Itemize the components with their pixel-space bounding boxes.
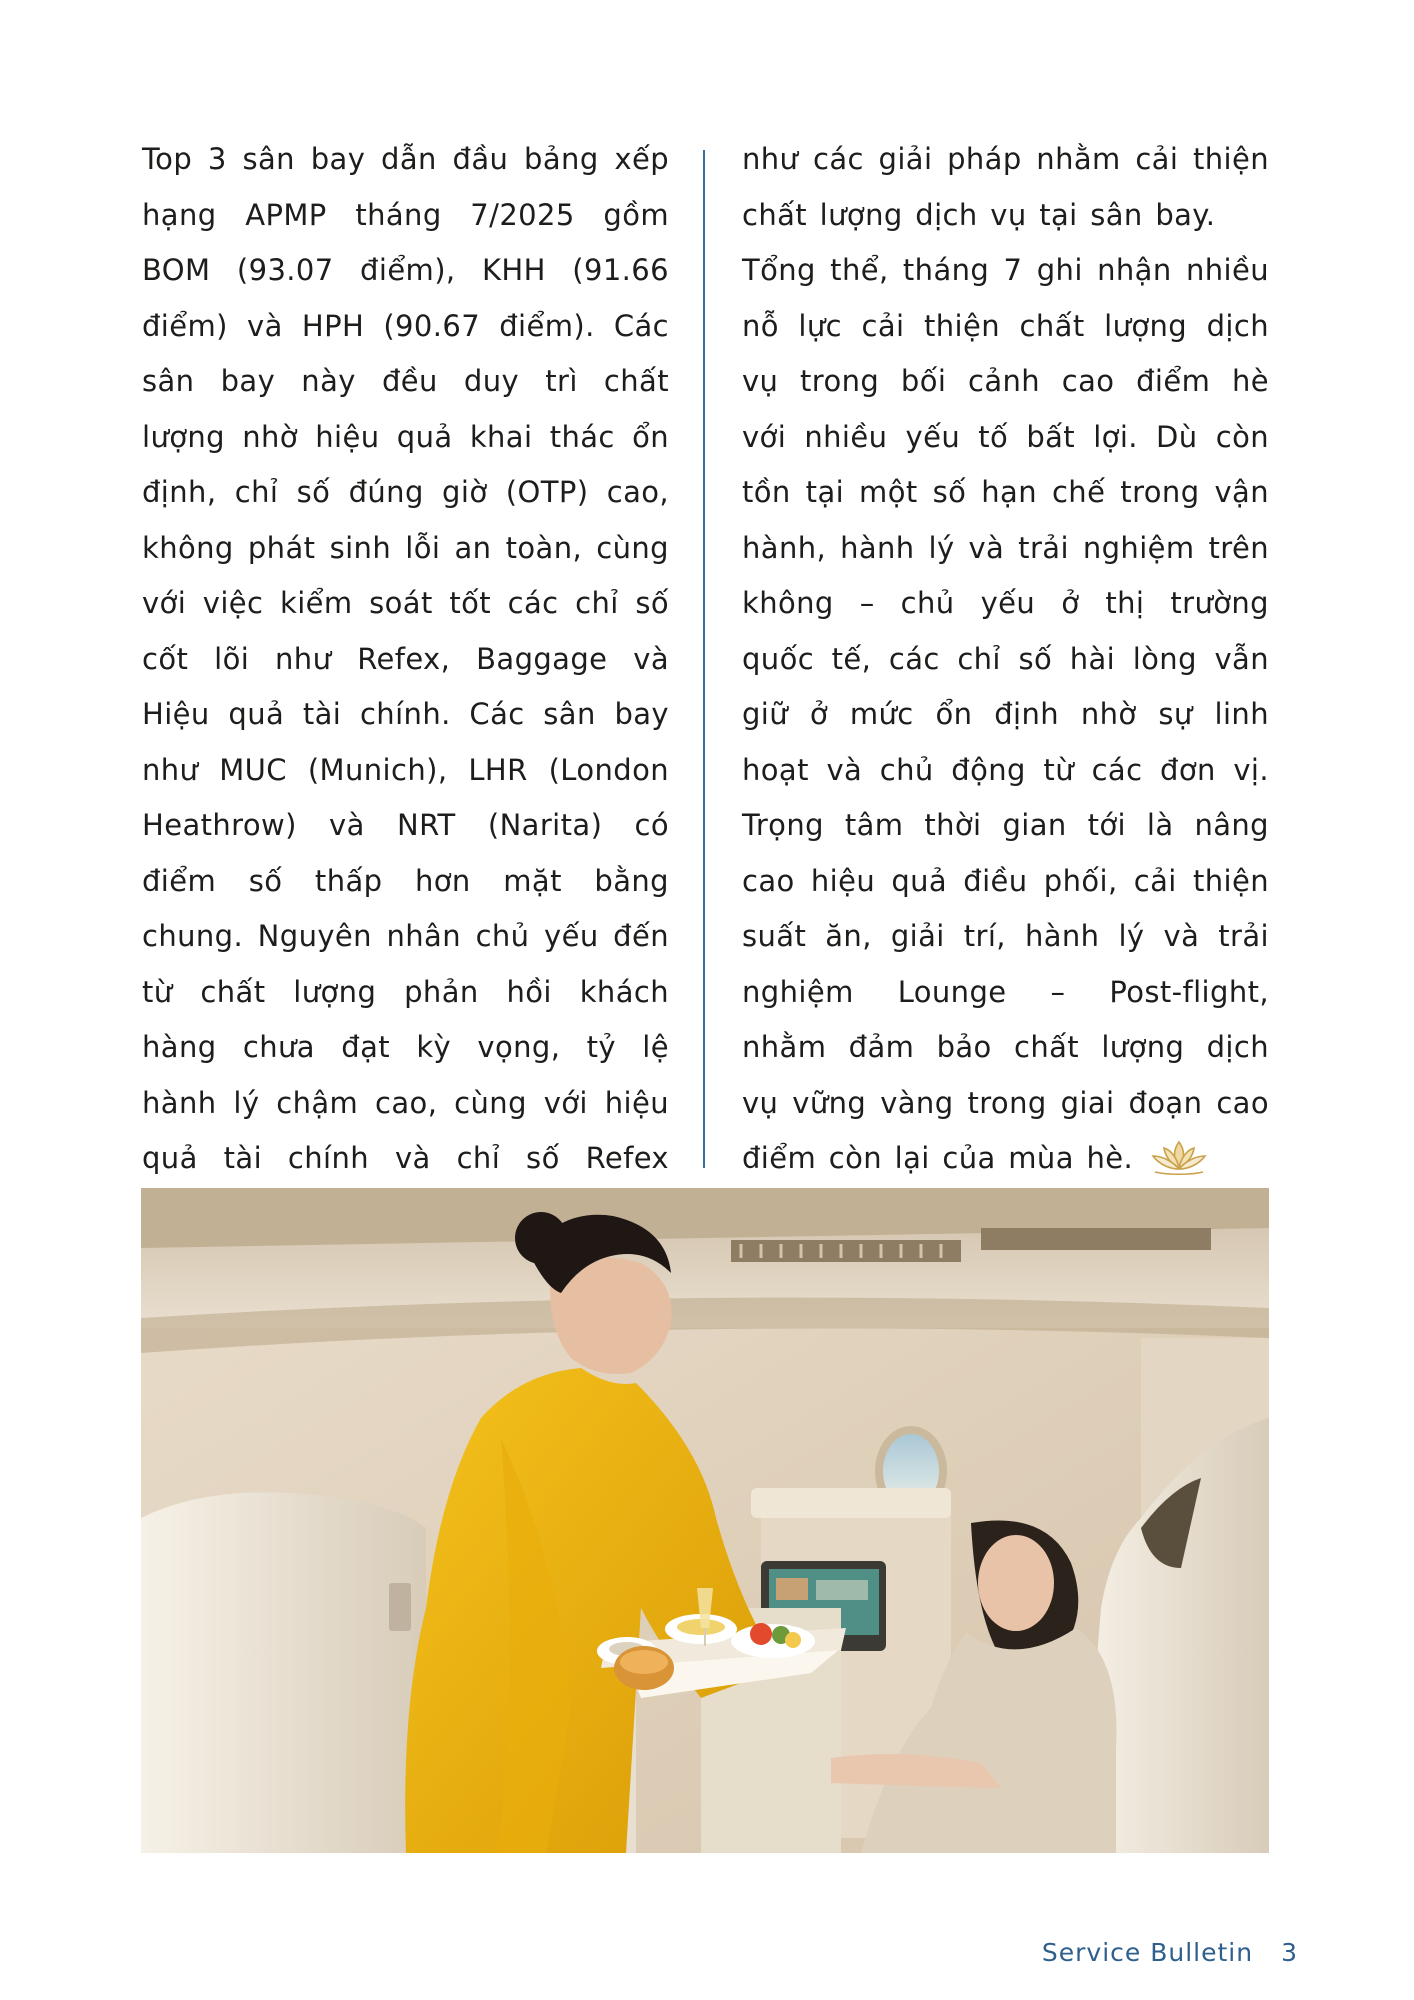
right-paragraph-1: như các giải pháp nhằm cải thiện chất lượng dịch vụ tại sân bay. [742,142,1269,232]
cabin-photo [141,1188,1269,1853]
left-paragraph: Top 3 sân bay dẫn đầu bảng xếp hạng APMP tháng 7/2025 gồm BOM (93.07 điểm), KHH (91.66 điểm) và HPH (90.67 điểm). Các sân bay này đều duy trì chất lượng nhờ hiệu quả khai thác ổn định, chỉ số đúng giờ (OTP) cao, không phát sinh lỗi an toàn, cùng với việc kiểm soát tốt các chỉ số cốt lõi như Refex, Baggage và Hiệu quả tài chính. Các sân bay như MUC (Munich), LHR (London Heathrow) và NRT (Narita) có điểm số thấp hơn mặt bằng chung. Nguyên nhân chủ yếu đến từ chất lượng phản hồi khách hàng chưa đạt kỳ vọng, tỷ lệ hành lý chậm cao, cùng với hiệu quả tài chính và chỉ số Refex [142,142,669,1175]
publication-name: Service Bulletin [1041,1938,1254,1967]
right-paragraph-2-text: Tổng thể, tháng 7 ghi nhận nhiều nỗ lực cải thiện chất lượng dịch vụ trong bối cảnh cao điểm hè với nhiều yếu tố bất lợi. Dù còn tồn tại một số hạn chế trong vận hành, hành lý và trải nghiệm trên không – chủ yếu ở thị trường quốc tế, các chỉ số hài lòng vẫn giữ ở mức ổn định nhờ sự linh hoạt và chủ động từ các đơn vị. Trọng tâm thời gian tới là nâng cao hiệu quả điều phối, cải thiện suất ăn, giải trí, hành lý và trải nghiệm Lounge – Post-flight, nhằm đảm bảo chất lượng dịch vụ vững vàng trong giai đoạn cao điểm còn lại của mùa hè. [742,253,1269,1175]
right-paragraph-2 [742,243,1269,1187]
column-divider [703,150,705,1168]
lotus-icon [1147,1136,1211,1178]
page-footer [1042,1938,1298,1967]
left-column [142,132,669,1298]
page-number: 3 [1281,1938,1298,1967]
right-column [742,132,1269,1187]
